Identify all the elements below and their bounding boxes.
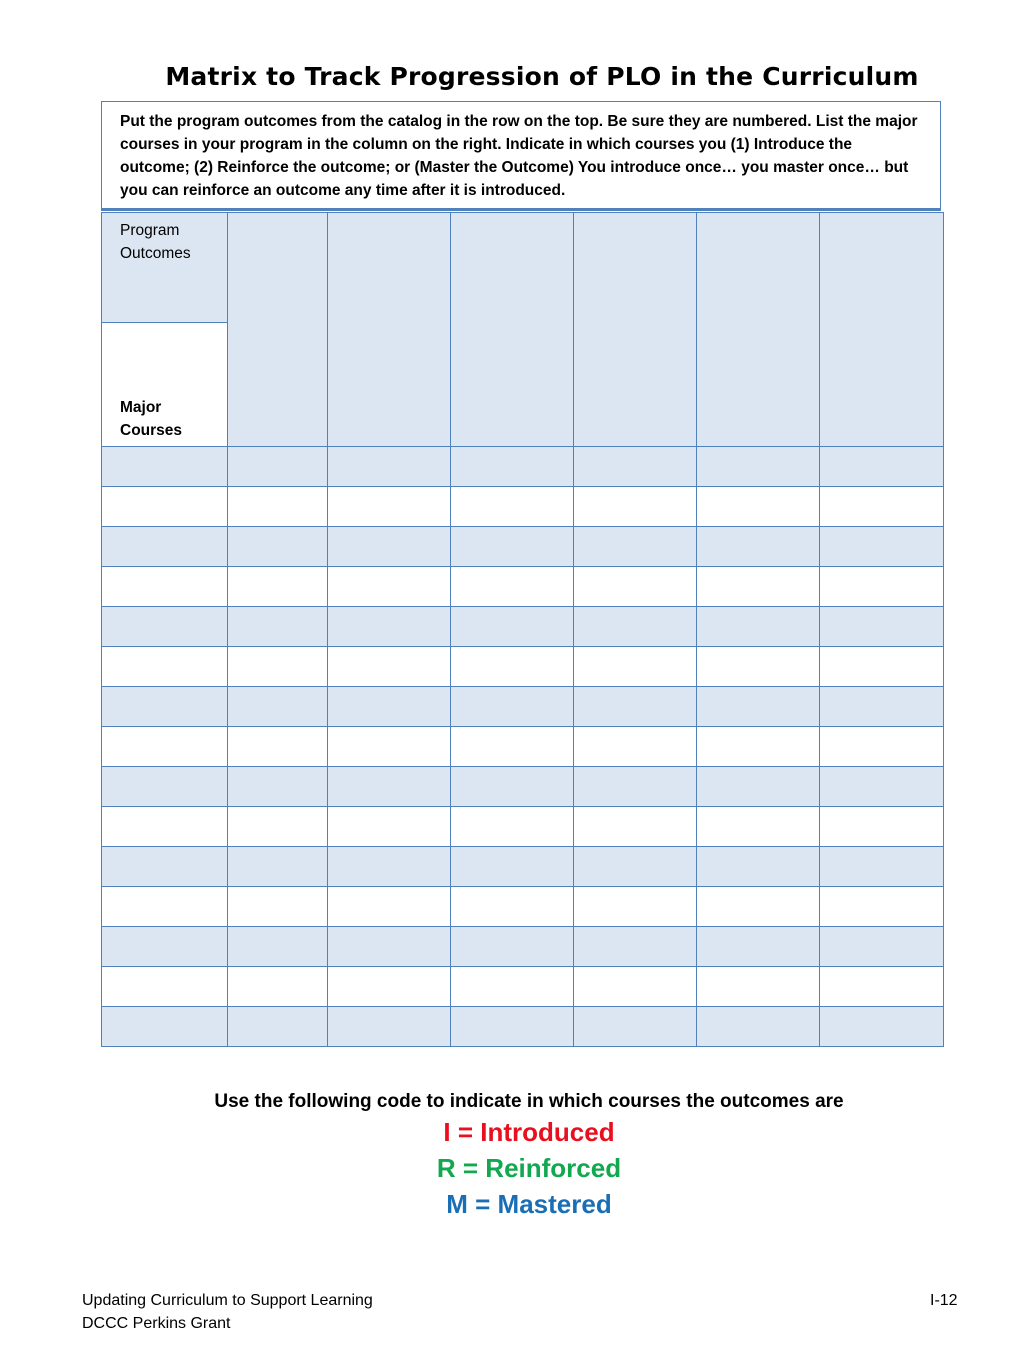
matrix-cell[interactable] [697, 447, 820, 487]
matrix-cell[interactable] [820, 607, 944, 647]
matrix-cell[interactable] [820, 1007, 944, 1047]
course-cell[interactable] [102, 607, 228, 647]
matrix-cell[interactable] [820, 687, 944, 727]
matrix-cell[interactable] [328, 847, 451, 887]
table-row [102, 807, 944, 847]
course-cell[interactable] [102, 967, 228, 1007]
matrix-cell[interactable] [697, 887, 820, 927]
matrix-cell[interactable] [820, 567, 944, 607]
matrix-cell[interactable] [820, 927, 944, 967]
course-cell[interactable] [102, 447, 228, 487]
course-cell[interactable] [102, 887, 228, 927]
course-cell[interactable] [102, 1007, 228, 1047]
matrix-cell[interactable] [574, 1007, 697, 1047]
matrix-cell[interactable] [820, 447, 944, 487]
table-row [102, 527, 944, 567]
matrix-cell[interactable] [228, 847, 328, 887]
matrix-cell[interactable] [451, 807, 574, 847]
course-cell[interactable] [102, 487, 228, 527]
matrix-cell[interactable] [697, 687, 820, 727]
table-row [102, 1007, 944, 1047]
matrix-cell[interactable] [574, 647, 697, 687]
matrix-cell[interactable] [328, 807, 451, 847]
matrix-cell[interactable] [574, 927, 697, 967]
matrix-cell[interactable] [451, 527, 574, 567]
matrix-cell[interactable] [228, 647, 328, 687]
table-row [102, 567, 944, 607]
legend-lead: Use the following code to indicate in which courses the outcomes are [214, 1091, 844, 1112]
course-cell[interactable] [102, 847, 228, 887]
matrix-cell[interactable] [820, 767, 944, 807]
matrix-cell[interactable] [697, 1007, 820, 1047]
matrix-cell[interactable] [328, 607, 451, 647]
table-row [102, 767, 944, 807]
matrix-cell[interactable] [574, 687, 697, 727]
matrix-cell[interactable] [697, 607, 820, 647]
matrix-cell[interactable] [574, 527, 697, 567]
table-row [102, 967, 944, 1007]
matrix-cell[interactable] [697, 567, 820, 607]
matrix-cell[interactable] [451, 967, 574, 1007]
footer-left [82, 1289, 373, 1335]
matrix-cell[interactable] [574, 807, 697, 847]
legend [102, 1090, 956, 1222]
matrix-cell[interactable] [697, 727, 820, 767]
matrix-cell[interactable] [228, 487, 328, 527]
outcome-header-cell[interactable] [451, 213, 574, 447]
table-row [102, 887, 944, 927]
table-row [102, 447, 944, 487]
matrix-cell[interactable] [820, 887, 944, 927]
course-cell[interactable] [102, 647, 228, 687]
matrix-cell[interactable] [328, 527, 451, 567]
matrix-cell[interactable] [451, 647, 574, 687]
matrix-cell[interactable] [228, 927, 328, 967]
footer-line-1: Updating Curriculum to Support Learning [82, 1292, 373, 1309]
course-cell[interactable] [102, 567, 228, 607]
matrix-cell[interactable] [574, 447, 697, 487]
matrix-cell[interactable] [328, 927, 451, 967]
major-courses-header: Major Courses [102, 323, 228, 447]
matrix-cell[interactable] [574, 967, 697, 1007]
matrix-cell[interactable] [328, 967, 451, 1007]
matrix-cell[interactable] [820, 487, 944, 527]
matrix-cell[interactable] [451, 727, 574, 767]
outcome-header-cell[interactable] [328, 213, 451, 447]
matrix-cell[interactable] [328, 1007, 451, 1047]
table-row [102, 607, 944, 647]
matrix-cell[interactable] [820, 647, 944, 687]
matrix-cell[interactable] [697, 807, 820, 847]
matrix-cell[interactable] [697, 967, 820, 1007]
plo-matrix [101, 212, 944, 1047]
matrix-cell[interactable] [228, 807, 328, 847]
footer-line-2: DCCC Perkins Grant [82, 1315, 231, 1332]
table-row [102, 727, 944, 767]
matrix-cell[interactable] [228, 567, 328, 607]
table-row [102, 647, 944, 687]
course-cell[interactable] [102, 687, 228, 727]
outcome-header-cell[interactable] [574, 213, 697, 447]
matrix-cell[interactable] [697, 487, 820, 527]
matrix-cell[interactable] [328, 767, 451, 807]
matrix-cell[interactable] [697, 847, 820, 887]
matrix-cell[interactable] [820, 527, 944, 567]
course-cell[interactable] [102, 527, 228, 567]
course-cell[interactable] [102, 727, 228, 767]
matrix-cell[interactable] [228, 967, 328, 1007]
matrix-cell[interactable] [574, 887, 697, 927]
matrix-cell[interactable] [697, 767, 820, 807]
matrix-cell[interactable] [574, 767, 697, 807]
matrix-cell[interactable] [228, 887, 328, 927]
course-cell[interactable] [102, 767, 228, 807]
matrix-cell[interactable] [228, 527, 328, 567]
course-cell[interactable] [102, 807, 228, 847]
matrix-cell[interactable] [328, 447, 451, 487]
matrix-cell[interactable] [328, 567, 451, 607]
matrix-cell[interactable] [451, 487, 574, 527]
matrix-cell[interactable] [574, 847, 697, 887]
matrix-cell[interactable] [451, 687, 574, 727]
matrix-cell[interactable] [228, 687, 328, 727]
legend-code: R = Reinforced [436, 1153, 622, 1183]
legend-code: M = Mastered [446, 1189, 612, 1219]
matrix-cell[interactable] [820, 847, 944, 887]
matrix-cell[interactable] [228, 447, 328, 487]
matrix-cell[interactable] [820, 727, 944, 767]
table-row [102, 687, 944, 727]
matrix-cell[interactable] [574, 567, 697, 607]
outcome-header-cell[interactable] [820, 213, 944, 447]
instructions-box: Put the program outcomes from the catalog in the row on the top. Be sure they are numbered. List the major courses in your program in the column on the right. Indicate in which courses you (1) Introduce the outcome; (2) Reinforce the outcome; or (Master the Outcome) You introduce once… you master once… but you can reinforce an outcome any time after it is introduced. [101, 101, 941, 211]
outcome-header-cell[interactable] [697, 213, 820, 447]
matrix-cell[interactable] [451, 447, 574, 487]
program-outcomes-header: Program Outcomes [102, 213, 228, 323]
table-row [102, 487, 944, 527]
page-title: Matrix to Track Progression of PLO in the Curriculum [165, 62, 919, 91]
matrix-cell[interactable] [451, 607, 574, 647]
matrix-cell[interactable] [328, 727, 451, 767]
outcome-header-cell[interactable] [228, 213, 328, 447]
matrix-cell[interactable] [328, 687, 451, 727]
matrix-cell[interactable] [451, 567, 574, 607]
matrix-cell[interactable] [820, 807, 944, 847]
matrix-cell[interactable] [228, 1007, 328, 1047]
course-cell[interactable] [102, 927, 228, 967]
matrix-cell[interactable] [451, 847, 574, 887]
table-row [102, 847, 944, 887]
matrix-cell[interactable] [697, 927, 820, 967]
matrix-cell[interactable] [451, 1007, 574, 1047]
matrix-cell[interactable] [228, 607, 328, 647]
legend-code: I = Introduced [443, 1117, 615, 1147]
matrix-cell[interactable] [228, 767, 328, 807]
matrix-cell[interactable] [451, 887, 574, 927]
matrix-cell[interactable] [451, 927, 574, 967]
matrix-cell[interactable] [574, 607, 697, 647]
matrix-cell[interactable] [574, 487, 697, 527]
page-number: I-12 [930, 1292, 958, 1309]
matrix-cell[interactable] [697, 647, 820, 687]
matrix-cell[interactable] [328, 487, 451, 527]
matrix-cell[interactable] [328, 887, 451, 927]
matrix-cell[interactable] [451, 767, 574, 807]
table-row [102, 927, 944, 967]
matrix-cell[interactable] [328, 647, 451, 687]
matrix-cell[interactable] [228, 727, 328, 767]
matrix-cell[interactable] [820, 967, 944, 1007]
matrix-cell[interactable] [574, 727, 697, 767]
matrix-cell[interactable] [697, 527, 820, 567]
